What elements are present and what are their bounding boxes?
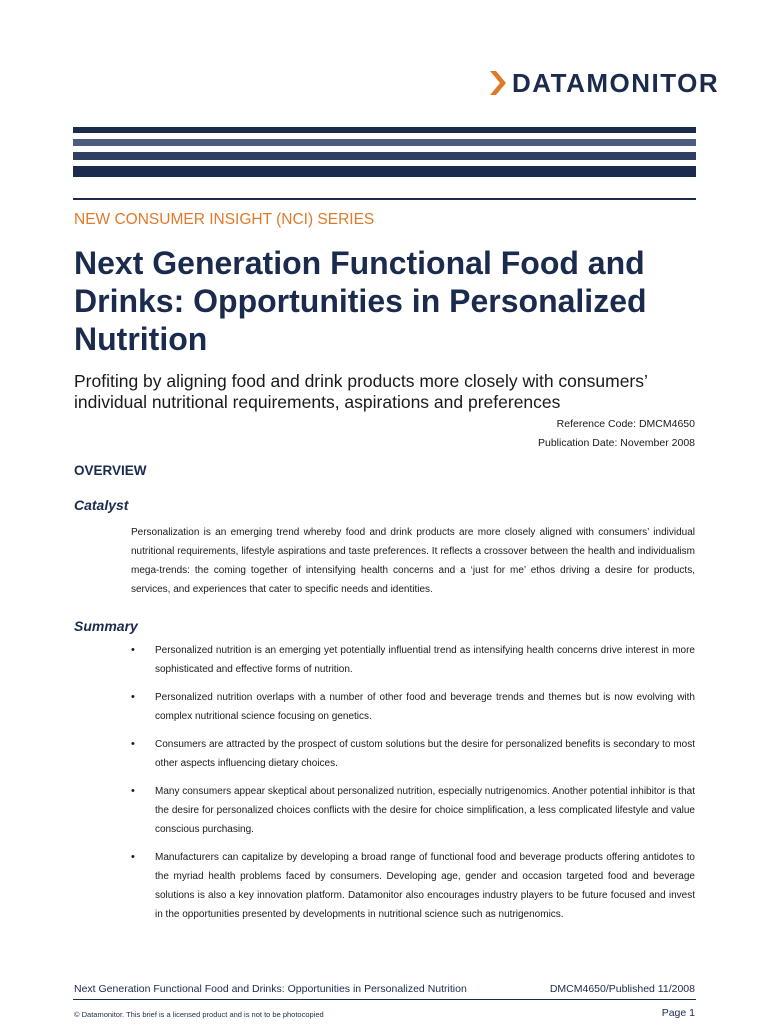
bullet-icon: • — [131, 785, 135, 797]
summary-list — [131, 641, 695, 933]
stripe-divider — [73, 166, 696, 177]
bullet-icon: • — [131, 644, 135, 656]
bullet-text: Consumers are attracted by the prospect of custom solutions but the desire for personalized benefits is secondary to most other aspects influencing dietary choices. — [155, 739, 695, 769]
bullet-icon: • — [131, 738, 135, 750]
bullet-text: Many consumers appear skeptical about personalized nutrition, especially nutrigenomics. Another potential inhibitor is that the desire for personalized choices conflicts with the desire for choice simplification, a less complicated lifestyle and value conscious purchasing. — [155, 786, 695, 835]
stripe-divider — [73, 152, 696, 160]
logo-wordmark: DATAMONITOR — [512, 68, 720, 98]
bullet-text: Personalized nutrition overlaps with a number of other food and beverage trends and themes but is now evolving with complex nutritional science focusing on genetics. — [155, 692, 695, 722]
document-title: Next Generation Functional Food and Drinks: Opportunities in Personalized Nutrition — [74, 245, 647, 357]
summary-bullet — [131, 848, 695, 924]
bullet-icon: • — [131, 691, 135, 703]
summary-bullet — [131, 782, 695, 839]
publication-date: Publication Date: November 2008 — [537, 437, 695, 449]
summary-bullet — [131, 688, 695, 726]
header-rule — [73, 198, 696, 200]
datamonitor-logo — [488, 66, 719, 100]
footer-title: Next Generation Functional Food and Drinks: Opportunities in Personalized Nutrition — [74, 983, 467, 995]
bullet-icon: • — [131, 851, 135, 863]
stripe-divider — [73, 127, 696, 133]
summary-heading: Summary — [74, 618, 138, 634]
catalyst-heading: Catalyst — [74, 497, 129, 513]
bullet-text: Manufacturers can capitalize by developing a broad range of functional food and beverage products offering antidotes to the myriad health problems faced by consumers. Developing age, gender and occasion targeted food and beverage solutions is also a key innovation platform. Datamonitor also encourages industry players to be future focused and invest in the opportunities presented by developments in nutritional science such as nutrigenomics. — [155, 852, 695, 920]
overview-heading: OVERVIEW — [74, 463, 147, 478]
bullet-text: Personalized nutrition is an emerging yet potentially influential trend as intensifying health concerns drive interest in more sophisticated and effective forms of nutrition. — [155, 645, 695, 675]
catalyst-paragraph: Personalization is an emerging trend whereby food and drink products are more closely aligned with consumers’ individual nutritional requirements, lifestyle aspirations and taste preferences. It reflects a crossover between the health and individualism mega-trends: the coming together of intensifying health concerns and a ‘just for me’ ethos driving a desire for products, services, and experiences that cater to specific needs and identities. — [131, 527, 695, 595]
reference-code: Reference Code: DMCM4650 — [556, 418, 695, 430]
chevron-logo-icon — [488, 69, 508, 97]
header-stripes — [73, 127, 696, 183]
series-label: NEW CONSUMER INSIGHT (NCI) SERIES — [74, 211, 375, 228]
footer-reference: DMCM4650/Published 11/2008 — [549, 983, 695, 995]
page-number: Page 1 — [661, 1007, 695, 1019]
stripe-divider — [73, 139, 696, 146]
footer-rule — [73, 999, 696, 1000]
summary-bullet — [131, 641, 695, 679]
document-subtitle: Profiting by aligning food and drink products more closely with consumers’ individual nutritional requirements, aspirations and preferences — [74, 371, 648, 412]
summary-bullet — [131, 735, 695, 773]
copyright-notice: © Datamonitor. This brief is a licensed product and is not to be photocopied — [74, 1010, 324, 1019]
